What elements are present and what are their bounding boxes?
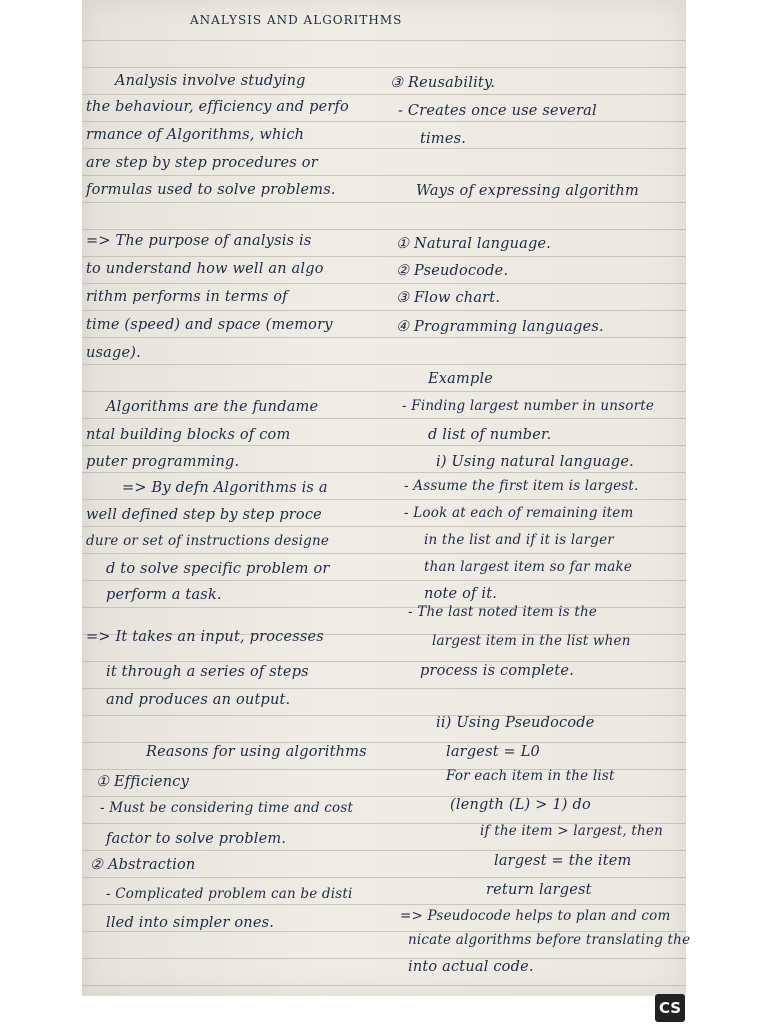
left-line: d to solve specific problem or [106, 561, 330, 577]
right-line: largest item in the list when [432, 633, 631, 649]
right-line: than largest item so far make [424, 559, 633, 575]
left-line: factor to solve problem. [106, 831, 287, 847]
left-line: => The purpose of analysis is [86, 233, 312, 249]
right-line: i) Using natural language. [436, 454, 634, 470]
left-line: ② Abstraction [90, 857, 196, 873]
notebook-page [82, 0, 691, 996]
left-line: Analysis involve studying [115, 73, 306, 89]
left-line: are step by step procedures or [86, 155, 318, 171]
left-line: usage). [86, 345, 141, 361]
right-line: process is complete. [420, 663, 574, 679]
left-line: - Must be considering time and cost [100, 800, 354, 816]
left-line: rithm performs in terms of [86, 289, 288, 305]
right-line: into actual code. [408, 959, 534, 975]
left-line: Algorithms are the fundame [106, 399, 319, 415]
right-line: ii) Using Pseudocode [436, 715, 595, 731]
left-line: it through a series of steps [106, 664, 309, 680]
right-line: ② Pseudocode. [396, 263, 509, 279]
left-line: puter programming. [86, 454, 240, 470]
right-line: Example [428, 371, 494, 387]
right-line: - Assume the first item is largest. [404, 478, 639, 494]
left-line: lled into simpler ones. [106, 915, 275, 931]
right-line: ③ Flow chart. [396, 290, 501, 306]
left-line: to understand how well an algo [86, 261, 324, 277]
right-line: times. [420, 131, 467, 147]
right-line: if the item > largest, then [480, 823, 664, 839]
right-line: - Creates once use several [398, 103, 597, 119]
left-line: Reasons for using algorithms [146, 744, 367, 760]
left-line: => It takes an input, processes [86, 629, 324, 645]
left-line: ntal building blocks of com [86, 427, 291, 443]
right-line: nicate algorithms before translating the [408, 932, 691, 948]
left-line: rmance of Algorithms, which [86, 127, 305, 143]
left-line: dure or set of instructions designe [86, 533, 330, 549]
right-line: ④ Programming languages. [396, 319, 604, 335]
left-line: - Complicated problem can be disti [106, 886, 353, 902]
left-line: time (speed) and space (memory [86, 317, 333, 333]
right-line: - Look at each of remaining item [404, 505, 634, 521]
left-line: => By defn Algorithms is a [122, 480, 328, 496]
left-line: ① Efficiency [96, 774, 189, 790]
right-line: - The last noted item is the [408, 604, 598, 620]
right-line: d list of number. [428, 427, 552, 443]
right-line: ③ Reusability. [390, 75, 496, 91]
right-line: (length (L) > 1) do [450, 797, 591, 813]
camscanner-logo-badge: CS [655, 994, 685, 1022]
right-line: largest = L0 [446, 744, 540, 760]
right-line: => Pseudocode helps to plan and com [400, 908, 671, 924]
right-line: - Finding largest number in unsorte [402, 398, 655, 414]
left-line: formulas used to solve problems. [86, 182, 336, 198]
left-line: the behaviour, efficiency and perfo [86, 99, 349, 115]
right-line: in the list and if it is larger [424, 532, 614, 548]
right-line: return largest [486, 882, 592, 898]
right-line: For each item in the list [446, 768, 615, 784]
left-line: perform a task. [106, 587, 222, 603]
page-title: ANALYSIS AND ALGORITHMS [190, 13, 403, 27]
right-line: largest = the item [494, 853, 632, 869]
right-line: note of it. [424, 586, 498, 602]
left-line: well defined step by step proce [86, 507, 322, 523]
left-line: and produces an output. [106, 692, 291, 708]
right-line: Ways of expressing algorithm [416, 183, 639, 199]
right-line: ① Natural language. [396, 236, 552, 252]
